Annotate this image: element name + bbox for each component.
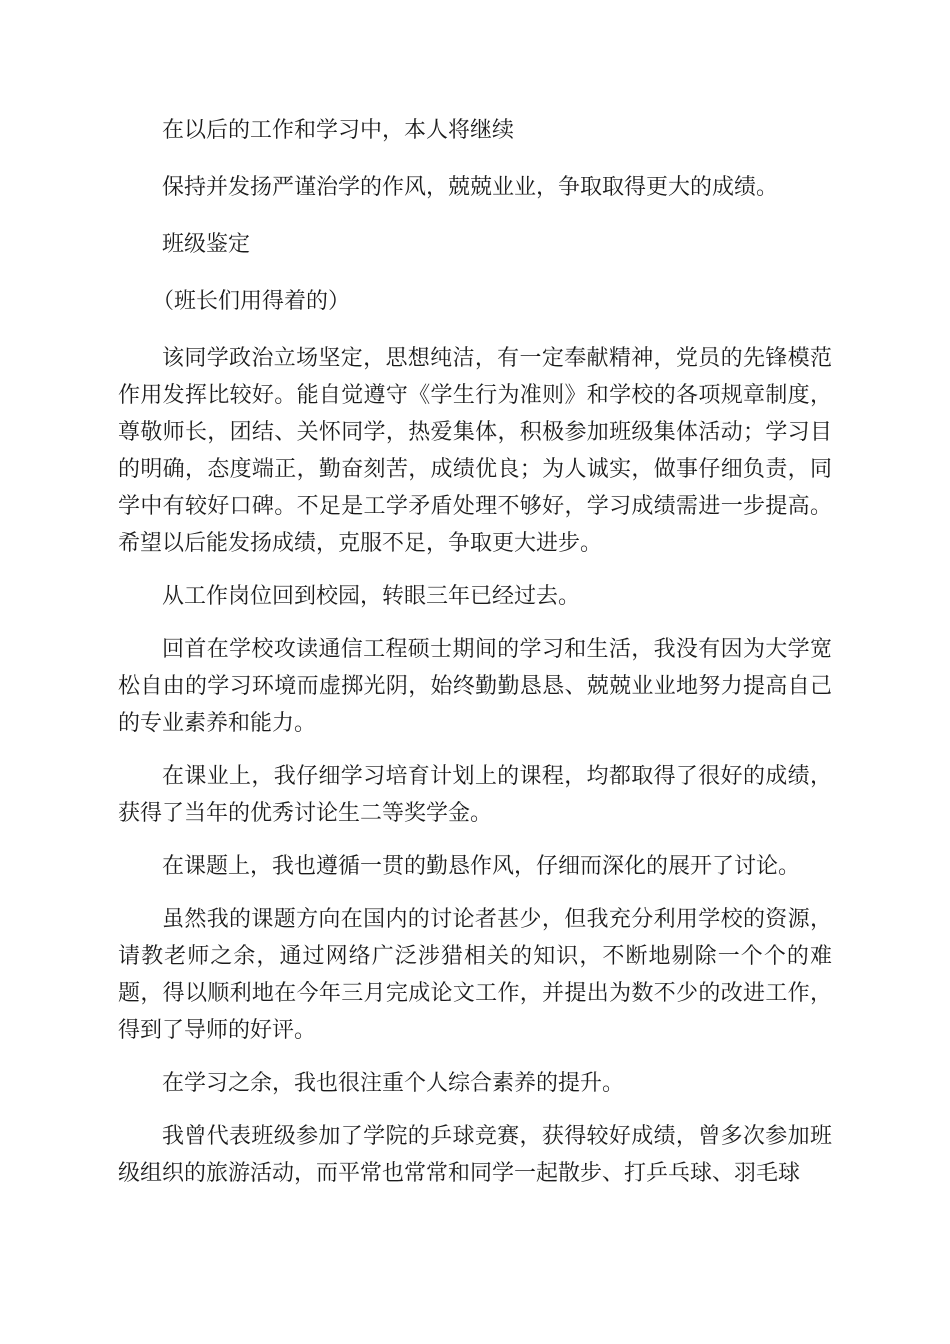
section-note-for-monitors: （班长们用得着的） bbox=[152, 289, 351, 314]
section-heading-class-appraisal: 班级鉴定 bbox=[162, 232, 251, 257]
paragraph-continue-work: 在以后的工作和学习中，本人将继续 bbox=[162, 118, 515, 143]
paragraph-maintain-style: 保持并发扬严谨治学的作风，兢兢业业，争取取得更大的成绩。 bbox=[162, 175, 779, 200]
paragraph-research-details: 虽然我的课题方向在国内的讨论者甚少，但我充分利用学校的资源，请教老师之余，通过网络广泛涉猎相关的知识，不断地剔除一个个的难题，得以顺利地在今年三月完成论文工作，并提出为数不少的改进工作，得到了导师的好评。 bbox=[118, 907, 832, 1043]
paragraph-personal-development: 在学习之余，我也很注重个人综合素养的提升。 bbox=[162, 1071, 625, 1096]
paragraph-back-to-campus: 从工作岗位回到校园，转眼三年已经过去。 bbox=[162, 584, 581, 609]
paragraph-class-appraisal: 该同学政治立场坚定，思想纯洁，有一定奉献精神，党员的先锋模范作用发挥比较好。能自觉遵守《学生行为准则》和学校的各项规章制度，尊敬师长，团结、关怀同学，热爱集体，积极参加班级集体活动；学习目的明确，态度端正，勤奋刻苦，成绩优良；为人诚实，做事仔细负责，同学中有较好口碑。不足是工学矛盾处理不够好，学习成绩需进一步提高。希望以后能发扬成绩，克服不足，争取更大进步。 bbox=[118, 346, 832, 556]
paragraph-study-life: 回首在学校攻读通信工程硕士期间的学习和生活，我没有因为大学宽松自由的学习环境而虚掷光阴，始终勤勤恳恳、兢兢业业地努力提高自己的专业素养和能力。 bbox=[118, 637, 832, 736]
paragraph-coursework: 在课业上，我仔细学习培育计划上的课程，均都取得了很好的成绩，获得了当年的优秀讨论生二等奖学金。 bbox=[118, 764, 832, 826]
document-page bbox=[118, 112, 832, 1208]
paragraph-research-topic: 在课题上，我也遵循一贯的勤恳作风，仔细而深化的展开了讨论。 bbox=[162, 854, 801, 879]
paragraph-activities: 我曾代表班级参加了学院的乒球竞赛，获得较好成绩，曾多次参加班级组织的旅游活动，而平常也常常和同学一起散步、打乒乓球、羽毛球 bbox=[118, 1124, 832, 1186]
